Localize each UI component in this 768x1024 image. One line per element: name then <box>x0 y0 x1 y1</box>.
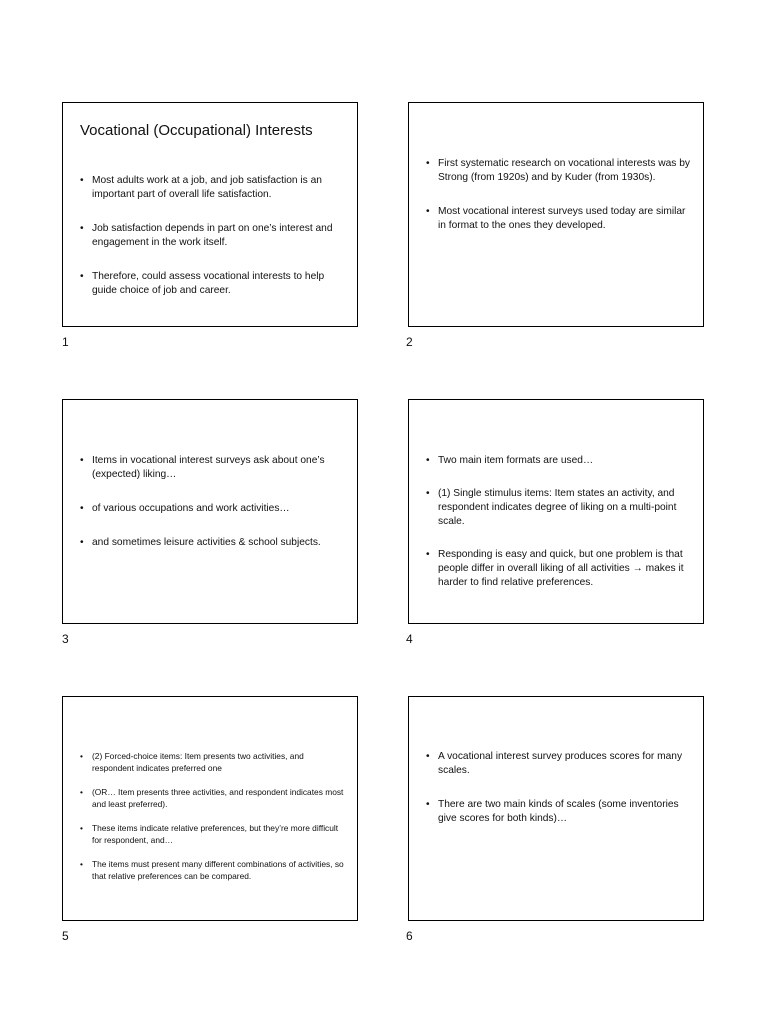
bullet-item: • Responding is easy and quick, but one problem is that people differ in overall liking of all activities → makes it harder to find relative preferences. <box>409 548 703 590</box>
bullet-item: • A vocational interest survey produces scores for many scales. <box>409 750 703 778</box>
slide-title: Vocational (Occupational) Interests <box>80 122 313 139</box>
bullet-list <box>63 174 357 298</box>
bullet-item: • The items must present many different combinations of activities, so that relative preferences can be compared. <box>63 858 357 882</box>
bullet-item: • Two main item formats are used… <box>409 454 703 468</box>
bullet-item: • (OR… Item presents three activities, and respondent indicates most and least preferred). <box>63 786 357 810</box>
slide-2 <box>408 102 704 327</box>
slide-3 <box>62 399 358 624</box>
slide-number-1: 1 <box>62 335 69 349</box>
bullet-list <box>63 750 357 882</box>
bullet-item: • Job satisfaction depends in part on one’s interest and engagement in the work itself. <box>63 222 357 250</box>
bullet-list <box>409 750 703 826</box>
slide-number-5: 5 <box>62 929 69 943</box>
slide-number-6: 6 <box>406 929 413 943</box>
bullet-item: • and sometimes leisure activities & school subjects. <box>63 536 357 550</box>
bullet-item: • Therefore, could assess vocational interests to help guide choice of job and career. <box>63 270 357 298</box>
slide-4 <box>408 399 704 624</box>
bullet-list <box>63 454 357 550</box>
bullet-item: • There are two main kinds of scales (some inventories give scores for both kinds)… <box>409 798 703 826</box>
bullet-item: • Most vocational interest surveys used today are similar in format to the ones they developed. <box>409 205 703 233</box>
bullet-list <box>409 454 703 590</box>
slide-6 <box>408 696 704 921</box>
bullet-list <box>409 157 703 233</box>
bullet-item: • (2) Forced-choice items: Item presents two activities, and respondent indicates preferred one <box>63 750 357 774</box>
bullet-item: • of various occupations and work activities… <box>63 502 357 516</box>
slide-5 <box>62 696 358 921</box>
bullet-item: • These items indicate relative preferences, but they’re more difficult for respondent, and… <box>63 822 357 846</box>
bullet-item: • First systematic research on vocational interests was by Strong (from 1920s) and by Kuder (from 1930s). <box>409 157 703 185</box>
slide-number-3: 3 <box>62 632 69 646</box>
bullet-item: • Most adults work at a job, and job satisfaction is an important part of overall life satisfaction. <box>63 174 357 202</box>
slide-number-2: 2 <box>406 335 413 349</box>
slide-1 <box>62 102 358 327</box>
bullet-item: • (1) Single stimulus items: Item states an activity, and respondent indicates degree of liking on a multi-point scale. <box>409 487 703 529</box>
slide-number-4: 4 <box>406 632 413 646</box>
bullet-item: • Items in vocational interest surveys ask about one’s (expected) liking… <box>63 454 357 482</box>
